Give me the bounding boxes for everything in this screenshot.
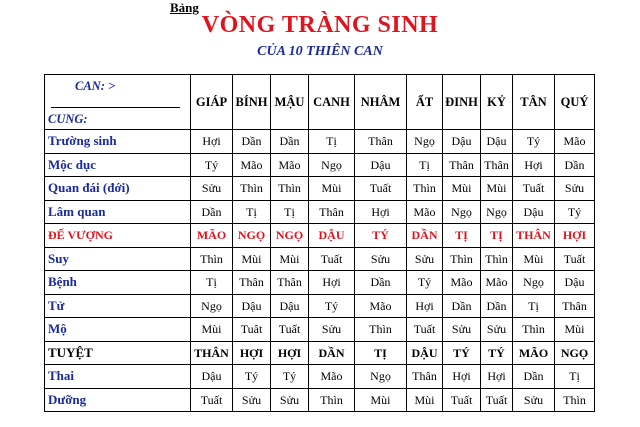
table-cell: Thìn <box>513 318 555 342</box>
table-cell: Dậu <box>513 200 555 224</box>
table-cell: Sửu <box>191 177 233 201</box>
column-header: QUÝ <box>555 75 595 130</box>
table-cell: TỊ <box>443 224 481 248</box>
table-body <box>45 130 595 412</box>
table-cell: THÂN <box>513 224 555 248</box>
row-header: Trường sinh <box>45 130 191 154</box>
table-cell: TÝ <box>355 224 407 248</box>
table-cell: Mùi <box>555 318 595 342</box>
column-header: CANH <box>309 75 355 130</box>
table-row <box>45 365 595 389</box>
table-cell: DẦN <box>407 224 443 248</box>
table-cell: Tuât <box>233 318 271 342</box>
table-cell: Ngọ <box>191 294 233 318</box>
table-cell: NGỌ <box>233 224 271 248</box>
table-cell: HỢI <box>233 341 271 365</box>
column-header: ẤT <box>407 75 443 130</box>
table-cell: Dậu <box>233 294 271 318</box>
table-cell: DẦN <box>309 341 355 365</box>
table-cell: Thìn <box>233 177 271 201</box>
table-cell: Mão <box>407 200 443 224</box>
column-header-row <box>45 75 595 130</box>
table-cell: Dậu <box>191 365 233 389</box>
table-cell: Dần <box>271 130 309 154</box>
table-row <box>45 130 595 154</box>
table-cell: Tý <box>513 130 555 154</box>
table-row <box>45 153 595 177</box>
row-header: Dưỡng <box>45 388 191 412</box>
table-cell: Dậu <box>555 271 595 295</box>
column-header: GIÁP <box>191 75 233 130</box>
table-cell: Ngọ <box>309 153 355 177</box>
table-cell: Tuất <box>309 247 355 271</box>
table-cell: Mùi <box>481 177 513 201</box>
table-cell: Thân <box>309 200 355 224</box>
table-cell: Tý <box>191 153 233 177</box>
table-cell: Hợi <box>443 365 481 389</box>
table-cell: Thìn <box>443 247 481 271</box>
row-header: TUYỆT <box>45 341 191 365</box>
table-cell: Dần <box>555 153 595 177</box>
corner-divider <box>51 107 180 108</box>
corner-can-label: CAN: > <box>75 79 116 93</box>
row-header: Suy <box>45 247 191 271</box>
table-corner <box>45 75 191 130</box>
table-cell: Hợi <box>481 365 513 389</box>
table-cell: Mão <box>555 130 595 154</box>
column-header: TÂN <box>513 75 555 130</box>
table-cell: Sửu <box>481 318 513 342</box>
table-cell: Tị <box>407 153 443 177</box>
table-cell: Hợi <box>407 294 443 318</box>
table-cell: HỢI <box>555 224 595 248</box>
table-cell: Thân <box>355 130 407 154</box>
table-cell: MÃO <box>191 224 233 248</box>
table-cell: Mùi <box>233 247 271 271</box>
table-cell: MÃO <box>513 341 555 365</box>
table-cell: HỢI <box>271 341 309 365</box>
table-cell: TÝ <box>443 341 481 365</box>
table-row <box>45 177 595 201</box>
table-cell: Tuất <box>355 177 407 201</box>
table-cell: Mão <box>443 271 481 295</box>
table-cell: Dậu <box>271 294 309 318</box>
table-row <box>45 294 595 318</box>
table-cell: Tuất <box>555 247 595 271</box>
table-cell: Thân <box>555 294 595 318</box>
table-cell: Tý <box>555 200 595 224</box>
table-cell: Tuất <box>191 388 233 412</box>
table-cell: Sửu <box>555 177 595 201</box>
row-header: Thai <box>45 365 191 389</box>
table-cell: Sửu <box>233 388 271 412</box>
table-label: Bảng <box>170 0 199 15</box>
row-header: Mộ <box>45 318 191 342</box>
table-row <box>45 224 595 248</box>
table-row <box>45 247 595 271</box>
table-cell: Mão <box>271 153 309 177</box>
corner-cung-label: CUNG: <box>48 112 88 126</box>
table-cell: Dần <box>443 294 481 318</box>
table-row <box>45 271 595 295</box>
table-cell: Thìn <box>481 247 513 271</box>
table-cell: Thìn <box>271 177 309 201</box>
table-cell: Thân <box>443 153 481 177</box>
table-cell: Thân <box>407 365 443 389</box>
page-subtitle: CỦA 10 THIÊN CAN <box>257 44 383 59</box>
table-cell: Mùi <box>407 388 443 412</box>
table-cell: Dần <box>191 200 233 224</box>
table-cell: Tị <box>513 294 555 318</box>
table-cell: Ngọ <box>355 365 407 389</box>
table-cell: Sửu <box>407 247 443 271</box>
row-header: Lâm quan <box>45 200 191 224</box>
table-cell: Tị <box>309 130 355 154</box>
table-cell: Mão <box>355 294 407 318</box>
table-cell: TỊ <box>481 224 513 248</box>
table-row <box>45 318 595 342</box>
table-cell: Thìn <box>407 177 443 201</box>
table-cell: Sửu <box>443 318 481 342</box>
row-header: Mộc dục <box>45 153 191 177</box>
table-cell: Sửu <box>309 318 355 342</box>
table-cell: Dậu <box>481 130 513 154</box>
table-cell: Dần <box>233 130 271 154</box>
table-cell: Tị <box>555 365 595 389</box>
table-cell: NGỌ <box>271 224 309 248</box>
table-cell: Dậu <box>443 130 481 154</box>
table-cell: Ngọ <box>407 130 443 154</box>
table-cell: TỊ <box>355 341 407 365</box>
table-cell: Thìn <box>309 388 355 412</box>
table-cell: Mùi <box>443 177 481 201</box>
table-cell: DẬU <box>309 224 355 248</box>
table-cell: Mão <box>481 271 513 295</box>
table-cell: Mão <box>233 153 271 177</box>
table-cell: Mão <box>309 365 355 389</box>
table-cell: Hợi <box>309 271 355 295</box>
row-header: Tử <box>45 294 191 318</box>
column-header: KỶ <box>481 75 513 130</box>
table-cell: Thân <box>233 271 271 295</box>
row-header: Quan đái (đới) <box>45 177 191 201</box>
table-cell: Ngọ <box>481 200 513 224</box>
table-cell: Mùi <box>513 247 555 271</box>
row-header: ĐẾ VƯỢNG <box>45 224 191 248</box>
table-cell: Sửu <box>271 388 309 412</box>
table-cell: Thân <box>481 153 513 177</box>
table-cell: Tý <box>233 365 271 389</box>
table-cell: Dần <box>355 271 407 295</box>
table-cell: Dậu <box>355 153 407 177</box>
table-cell: NGỌ <box>555 341 595 365</box>
table-cell: Tuất <box>407 318 443 342</box>
trang-sinh-table <box>44 74 595 412</box>
table-cell: Sửu <box>355 247 407 271</box>
table-cell: Hợi <box>355 200 407 224</box>
table-cell: Sửu <box>513 388 555 412</box>
table-cell: Tị <box>233 200 271 224</box>
table-cell: Tuất <box>443 388 481 412</box>
column-header: BÍNH <box>233 75 271 130</box>
column-header: NHÂM <box>355 75 407 130</box>
table-cell: Thân <box>271 271 309 295</box>
table-cell: Tuất <box>513 177 555 201</box>
table-cell: Tị <box>271 200 309 224</box>
table-row <box>45 341 595 365</box>
table-cell: Tuất <box>271 318 309 342</box>
table-cell: Tị <box>191 271 233 295</box>
row-header: Bệnh <box>45 271 191 295</box>
column-header: MẬU <box>271 75 309 130</box>
table-cell: Ngọ <box>513 271 555 295</box>
table-cell: Thìn <box>191 247 233 271</box>
table-cell: Tuất <box>481 388 513 412</box>
table-cell: Ngọ <box>443 200 481 224</box>
table-cell: Mùi <box>191 318 233 342</box>
table-row <box>45 388 595 412</box>
table-cell: Hợi <box>513 153 555 177</box>
table-cell: Mùi <box>271 247 309 271</box>
table-cell: DẬU <box>407 341 443 365</box>
table-cell: Tý <box>309 294 355 318</box>
table-cell: Dần <box>513 365 555 389</box>
table-cell: Mùi <box>309 177 355 201</box>
table-cell: Dần <box>481 294 513 318</box>
table-cell: Thìn <box>355 318 407 342</box>
table-row <box>45 200 595 224</box>
table-cell: Thìn <box>555 388 595 412</box>
column-header: ĐINH <box>443 75 481 130</box>
page-title: VÒNG TRÀNG SINH <box>201 12 439 38</box>
table-cell: Tý <box>271 365 309 389</box>
table-cell: Tý <box>407 271 443 295</box>
table-cell: Mùi <box>355 388 407 412</box>
table-cell: TÝ <box>481 341 513 365</box>
table-cell: Hợi <box>191 130 233 154</box>
table-cell: THÂN <box>191 341 233 365</box>
